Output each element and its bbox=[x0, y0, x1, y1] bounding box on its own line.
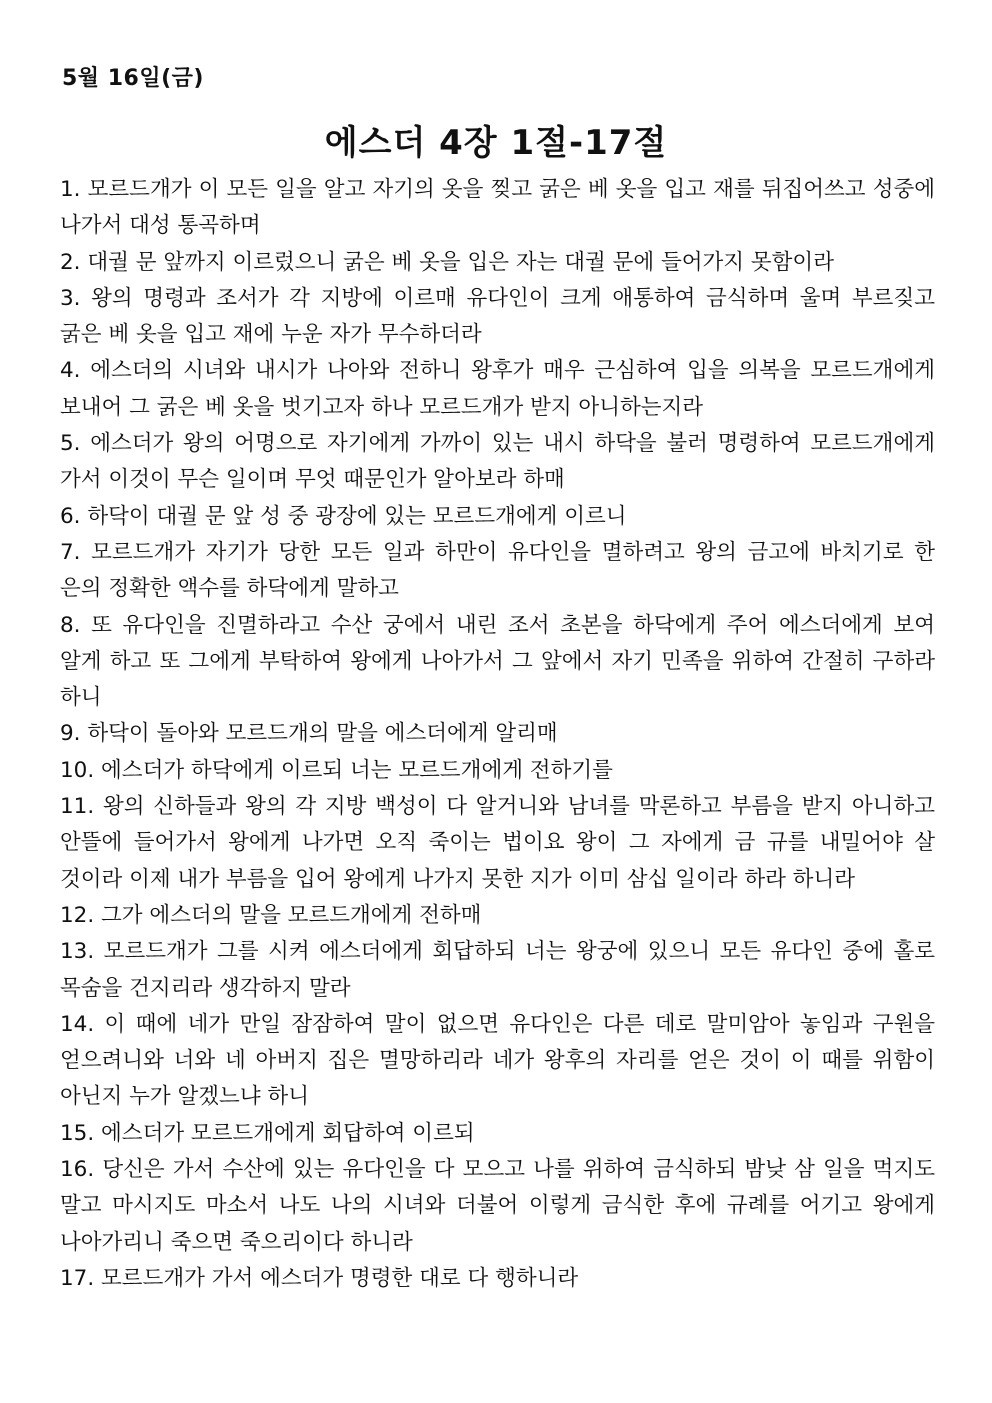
verse-17: 17. 모르드개가 가서 에스더가 명령한 대로 다 행하니라 bbox=[60, 1265, 579, 1291]
verse-16: 16. 당신은 가서 수산에 있는 유다인을 다 모으고 나를 위하여 금식하되 밤낮 삼 일을 먹지도 말고 마시지도 마소서 나도 나의 시녀와 더불어 이렇게 금식한 후에 규례를 어기고 왕에게 나아가리니 죽으면 죽으리이다 하니라 bbox=[60, 1157, 935, 1255]
verse-1: 1. 모르드개가 이 모든 일을 알고 자기의 옷을 찢고 굵은 베 옷을 입고 재를 뒤집어쓰고 성중에 나가서 대성 통곡하며 bbox=[60, 177, 935, 239]
verse-8: 8. 또 유다인을 진멸하라고 수산 궁에서 내린 조서 초본을 하닥에게 주어 에스더에게 보여 알게 하고 또 그에게 부탁하여 왕에게 나아가서 그 앞에서 자기 민족을 위하여 간절히 구하라 하니 bbox=[60, 612, 935, 711]
verse-14: 14. 이 때에 네가 만일 잠잠하여 말이 없으면 유다인은 다른 데로 말미암아 놓임과 구원을 얻으려니와 너와 네 아버지 집은 멸망하리라 네가 왕후의 자리를 얻은 것이 이 때를 위함이 아닌지 누가 알겠느냐 하니 bbox=[60, 1011, 935, 1110]
page-title: 에스더 4장 1절-17절 bbox=[324, 123, 668, 163]
verse-11: 11. 왕의 신하들과 왕의 각 지방 백성이 다 알거니와 남녀를 막론하고 부름을 받지 아니하고 안뜰에 들어가서 왕에게 나가면 오직 죽이는 법이요 왕이 그 자에게 금 규를 내밀어야 살 것이라 이제 내가 부름을 입어 왕에게 나가지 못한 지가 이미 삼십 일이라 하라 하니라 bbox=[60, 794, 935, 892]
verse-6: 6. 하닥이 대궐 문 앞 성 중 광장에 있는 모르드개에게 이르니 bbox=[60, 503, 627, 529]
verse-7: 7. 모르드개가 자기가 당한 모든 일과 하만이 유다인을 멸하려고 왕의 금고에 바치기로 한 은의 정확한 액수를 하닥에게 말하고 bbox=[60, 539, 935, 602]
verse-2: 2. 대궐 문 앞까지 이르렀으니 굵은 베 옷을 입은 자는 대궐 문에 들어가지 못함이라 bbox=[60, 249, 834, 275]
verse-15: 15. 에스더가 모르드개에게 회답하여 이르되 bbox=[60, 1120, 475, 1146]
verse-4: 4. 에스더의 시녀와 내시가 나아와 전하니 왕후가 매우 근심하여 입을 의복을 모르드개에게 보내어 그 굵은 베 옷을 벗기고자 하나 모르드개가 받지 아니하는지라 bbox=[60, 358, 935, 420]
verse-3: 3. 왕의 명령과 조서가 각 지방에 이르매 유다인이 크게 애통하여 금식하며 울며 부르짖고 굵은 베 옷을 입고 재에 누운 자가 무수하더라 bbox=[60, 285, 935, 348]
verse-9: 9. 하닥이 돌아와 모르드개의 말을 에스더에게 알리매 bbox=[60, 721, 558, 747]
verse-5: 5. 에스더가 왕의 어명으로 자기에게 가까이 있는 내시 하닥을 불러 명령하여 모르드개에게 가서 이것이 무슨 일이며 무엇 때문인가 알아보라 하매 bbox=[60, 431, 935, 493]
verse-10: 10. 에스더가 하닥에게 이르되 너는 모르드개에게 전하기를 bbox=[60, 757, 613, 783]
verse-12: 12. 그가 에스더의 말을 모르드개에게 전하매 bbox=[60, 902, 482, 928]
date-label: 5월 16일(금) bbox=[62, 66, 204, 91]
verse-list bbox=[60, 172, 935, 1297]
verse-13: 13. 모르드개가 그를 시켜 에스더에게 회답하되 너는 왕궁에 있으니 모든 유다인 중에 홀로 목숨을 건지리라 생각하지 말라 bbox=[60, 939, 935, 1001]
